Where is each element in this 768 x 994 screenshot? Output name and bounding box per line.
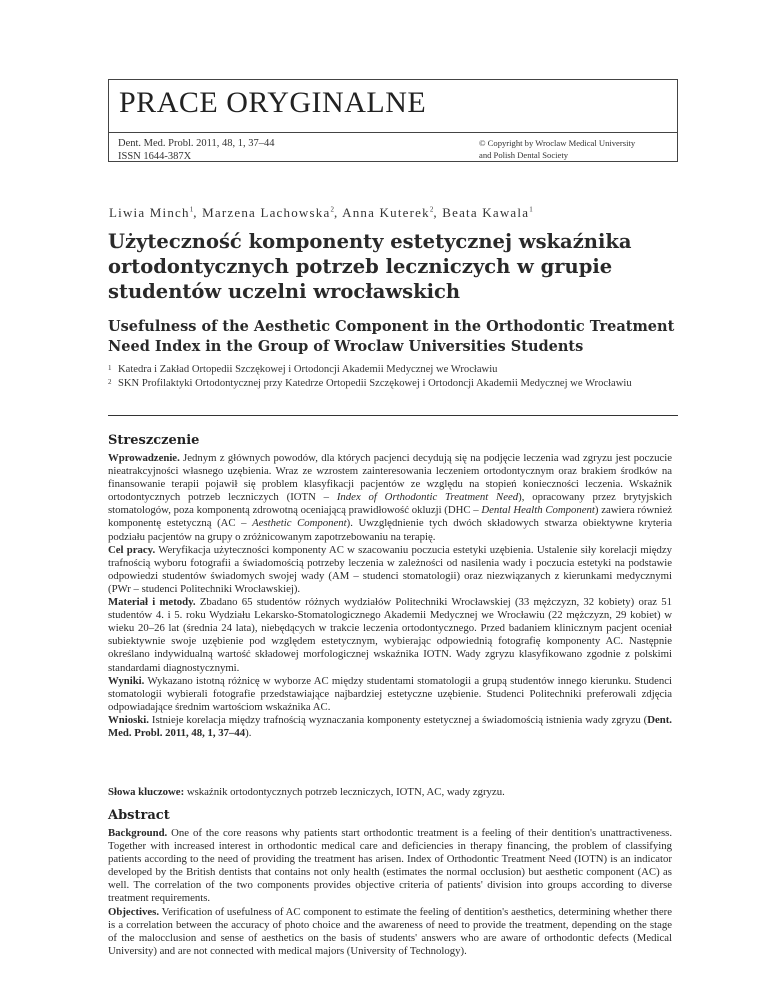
author-name: Marzena Lachowska bbox=[202, 205, 331, 220]
paragraph-label: Materiał i metody. bbox=[108, 596, 196, 609]
paragraph-label: Cel pracy. bbox=[108, 543, 156, 556]
paragraph-italic: Index of Orthodontic Treatment Need bbox=[336, 491, 519, 504]
streszczenie-heading: Streszczenie bbox=[108, 433, 200, 448]
paragraph-italic: Dental Health Component bbox=[481, 504, 595, 517]
section-divider bbox=[108, 415, 678, 416]
streszczenie-paragraph-cel bbox=[108, 544, 672, 596]
citation-info bbox=[118, 137, 275, 163]
issn-line: ISSN 1644-387X bbox=[118, 151, 192, 162]
journal-section-title: PRACE ORYGINALNE bbox=[119, 86, 427, 119]
citation-bold: Dent. Med. Probl. 2011, 48, 1, 37–44 bbox=[108, 713, 672, 739]
paragraph-text: One of the core reasons why patients start orthodontic treatment is a feeling of their dentition's unattractiveness. Together with increased interest in orthodontic medical care and deficiencies in therapy financing, the problem of classifying patients according to the need of providing the treatment has arisen. Index of Orthodontic Treatment Need (IOTN) is an indicator developed by the British dentists that contains not only health (estimates the normal occlusion) but aesthetic component (AC) as well. The correlation of the two components provides objective criteria of patients' division into groups according to diverse treatment requirements. bbox=[108, 827, 672, 905]
paragraph-label: Background. bbox=[108, 827, 168, 839]
abstract-paragraph-background bbox=[108, 827, 672, 906]
article-title-english: Usefulness of the Aesthetic Component in the Orthodontic Treatment Need Index in the Group of Wroclaw Universities Students bbox=[108, 318, 675, 355]
author-affiliation-number: 1 bbox=[189, 205, 194, 214]
author-name: Anna Kuterek bbox=[342, 205, 430, 220]
copyright-info bbox=[479, 137, 635, 161]
keywords-text: wskaźnik ortodontycznych potrzeb leczniczych, IOTN, AC, wady zgryzu. bbox=[184, 786, 505, 798]
author-name: Liwia Minch bbox=[109, 205, 190, 220]
paragraph-text: Verification of usefulness of AC component to estimate the feeling of dentition's aesthetics, determining whether there is a correlation between the accuracy of photo choice and the awareness of need to provide the treatment, depending on the stage of the malocclusion and sense of aesthetics on the basis of students' answers who are aware of orthodontic defects (Medical University) and are not connected with medical majors (University of Technology). bbox=[108, 905, 672, 957]
copyright-line-2: and Polish Dental Society bbox=[479, 150, 569, 160]
article-title-polish: Użyteczność komponenty estetycznej wskaźnika ortodontycznych potrzeb leczniczych w grupie studentów uczelni wrocławskich bbox=[108, 230, 632, 303]
paragraph-text: ). bbox=[245, 726, 252, 739]
affiliation-item bbox=[108, 377, 683, 391]
paragraph-text: Zbadano 65 studentów różnych wydziałów Politechniki Wrocławskiej (33 mężczyzn, 32 kobiety) oraz 51 studentów 4. i 5. roku Wydziału Lekarsko-Stomatologicznego Akademii Medycznej we Wrocławiu (22 mężczyzn, 29 kobiet) w wieku 20–26 lat (średnia 24 lata), niebędących w trakcie leczenia ortodontycznego. Przed badaniem klinicznym pacjent oceniał subiektywnie swoje uzębienie pod względem estetycznym, wybierając odpowiednią fotografię komponenty AC. Następnie określano indywidualną wartość składowej morfologicznej wskaźnika IOTN. Wady zgryzu klasyfikowano zgodnie z polskimi standardami diagnostycznymi. bbox=[108, 596, 672, 674]
affiliation-item bbox=[108, 363, 683, 377]
keywords-label: Słowa kluczowe: bbox=[108, 786, 185, 798]
paragraph-text: ), opracowany przez brytyjskich stomatologów, poza komponentą zdrowotną oceniającą prawidłowość okluzji (DHC – bbox=[108, 491, 672, 517]
affiliation-number: 1 bbox=[108, 364, 112, 372]
paragraph-text: Weryfikacja użyteczności komponenty AC w szacowaniu poczucia estetyki uzębienia. Ustalenie siły korelacji między trafnością wyboru fotografii a świadomością potrzeby leczenia w zależności od nasilenia wady i poczucia estetyki na podstawie odpowiedzi studentów świadomych swojej wady (AM – studenci stomatologii) oraz niezwiązanych z kierunkami medycznymi (PWr – studenci Politechniki Wrocławskiej). bbox=[108, 543, 672, 595]
paragraph-text: Istnieje korelacja między trafnością wyznaczania komponenty estetycznej a świadomością istnienia wady zgryzu ( bbox=[148, 713, 648, 726]
affiliation-text: SKN Profilaktyki Ortodontycznej przy Katedrze Ortopedii Szczękowej i Ortodoncji Akademii Medycznej we Wrocławiu bbox=[118, 377, 632, 389]
author-affiliation-number: 2 bbox=[330, 205, 334, 214]
paragraph-label: Wnioski. bbox=[108, 713, 149, 726]
affiliation-text: Katedra i Zakład Ortopedii Szczękowej i Ortodoncji Akademii Medycznej we Wrocławiu bbox=[118, 364, 498, 375]
paragraph-italic: Aesthetic Component bbox=[252, 517, 347, 530]
affiliation-number: 2 bbox=[108, 377, 112, 386]
paragraph-text: ) zawiera również komponentę estetyczną (AC – bbox=[108, 504, 672, 530]
streszczenie-paragraph-material bbox=[108, 596, 672, 675]
author-affiliation-number: 1 bbox=[529, 205, 533, 214]
paragraph-text: Jednym z głównych powodów, dla których pacjenci decydują się na podjęcie leczenia wad zgryzu jest poczucie nieatrakcyjności własnego uzębienia. Wraz ze wzrostem zainteresowania leczeniem ortodontycznym oraz brakiem środków na finansowanie terapii pojawił się problem klasyfikacji pacjentów ze względu na stopień konieczności leczenia. Wskaźnik ortodontycznych potrzeb leczniczych (IOTN – bbox=[108, 452, 672, 504]
header-divider bbox=[109, 132, 677, 133]
abstract-paragraph-objectives bbox=[108, 906, 672, 958]
author-list: Liwia Minch$^1$, Marzena Lachowska$^2$, Anna Kuterek$^2$, Beata Kawala$^1$ bbox=[109, 205, 533, 220]
paragraph-label: Wyniki. bbox=[108, 674, 145, 687]
streszczenie-paragraph-wnioski bbox=[108, 714, 672, 740]
journal-header-box bbox=[108, 79, 678, 162]
author-name: Beata Kawala bbox=[442, 205, 530, 220]
paragraph-text: ). Uwzględnienie tych dwóch składowych stwarza obiektywne kryteria podziału pacjentów na grupy o zróżnicowanym zapotrzebowaniu na terapię. bbox=[108, 517, 672, 543]
streszczenie-paragraph-wyniki bbox=[108, 675, 672, 714]
paragraph-label: Wprowadzenie. bbox=[108, 452, 180, 464]
citation-line: Dent. Med. Probl. 2011, 48, 1, 37–44 bbox=[118, 138, 275, 149]
abstract-body bbox=[108, 827, 672, 958]
paragraph-label: Objectives. bbox=[108, 905, 160, 918]
streszczenie-body bbox=[108, 452, 672, 740]
paragraph-text: Wykazano istotną różnicę w wyborze AC między studentami stomatologii a grupą studentów innego kierunku. Studenci stomatologii wybierali fotografie przedstawiające najbardziej estetyczne uzębienie. Studenci Politechniki preferowali zdjęcia odpowiadające średnim wartościom wskaźnika AC. bbox=[108, 674, 672, 713]
affiliations bbox=[108, 363, 683, 390]
abstract-heading: Abstract bbox=[108, 808, 170, 823]
author-affiliation-number: 2 bbox=[429, 205, 434, 214]
keywords-line bbox=[108, 786, 672, 798]
streszczenie-paragraph-wprowadzenie bbox=[108, 452, 672, 544]
copyright-line-1: © Copyright by Wroclaw Medical University bbox=[479, 138, 636, 148]
